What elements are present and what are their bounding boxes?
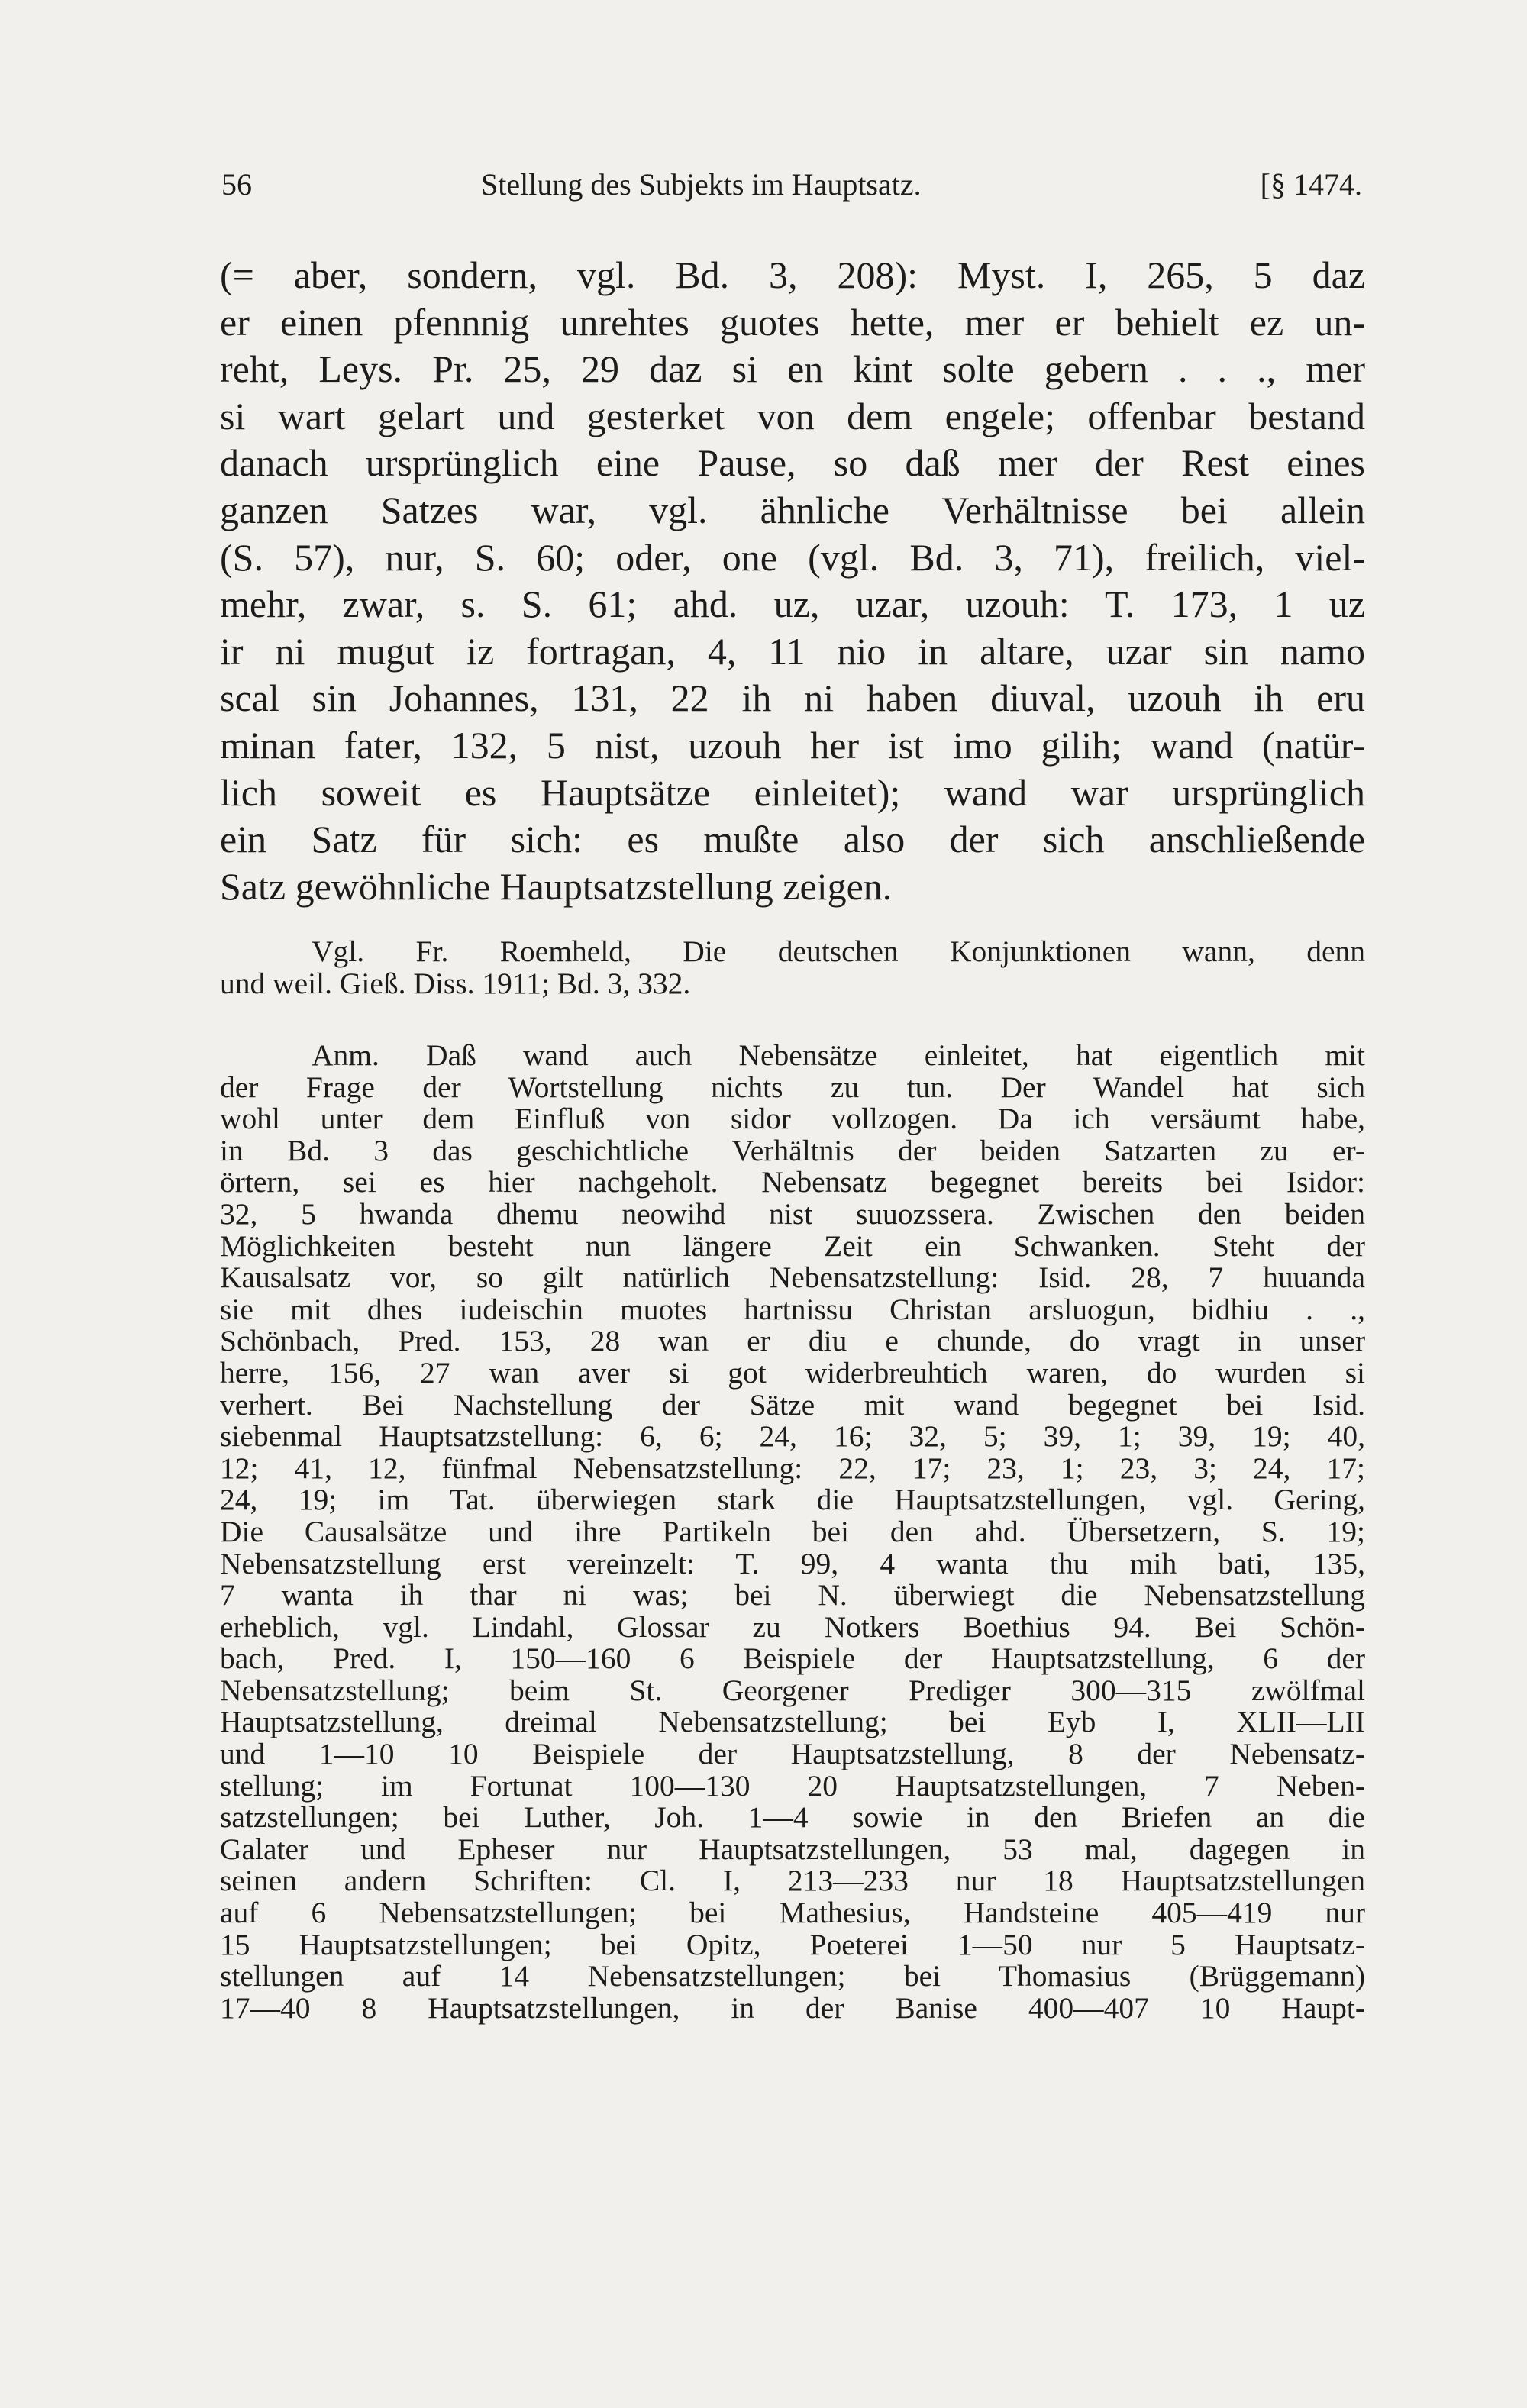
text-line: und 1—10 10 Beispiele der Hauptsatzstellung, 8 der Nebensatz- bbox=[220, 1737, 1365, 1771]
text-line: herre, 156, 27 wan aver si got widerbreuhtich waren, do wurden si bbox=[220, 1355, 1365, 1390]
text-line: mehr, zwar, s. S. 61; ahd. uz, uzar, uzouh: T. 173, 1 uz bbox=[220, 583, 1365, 626]
page-number: 56 bbox=[221, 167, 252, 202]
text-line: ir ni mugut iz fortragan, 4, 11 nio in altare, uzar sin namo bbox=[220, 629, 1365, 673]
text-line: in Bd. 3 das geschichtliche Verhältnis der beiden Satzarten zu er- bbox=[220, 1133, 1365, 1167]
text-line: seinen andern Schriften: Cl. I, 213—233 nur 18 Hauptsatzstellungen bbox=[220, 1864, 1365, 1898]
text-line: er einen pfennnig unrehtes guotes hette, mer er behielt ez un- bbox=[220, 300, 1365, 344]
text-line: Die Causalsätze und ihre Partikeln bei den ahd. Übersetzern, S. 19; bbox=[220, 1514, 1365, 1548]
text-line: 32, 5 hwanda dhemu neowihd nist suuozssera. Zwischen den beiden bbox=[220, 1196, 1365, 1231]
text-line: stellungen auf 14 Nebensatzstellungen; bei Thomasius (Brüggemann) bbox=[220, 1959, 1365, 1993]
text-line: Hauptsatzstellung, dreimal Nebensatzstellung; bei Eyb I, XLII—LII bbox=[220, 1705, 1365, 1739]
text-line: scal sin Johannes, 131, 22 ih ni haben diuval, uzouh ih eru bbox=[220, 676, 1365, 720]
text-line: 17—40 8 Hauptsatzstellungen, in der Banise 400—407 10 Haupt- bbox=[220, 1990, 1365, 2025]
text-line: 12; 41, 12, fünfmal Nebensatzstellung: 22, 17; 23, 1; 23, 3; 24, 17; bbox=[220, 1451, 1365, 1485]
text-line: auf 6 Nebensatzstellungen; bei Mathesius, Handsteine 405—419 nur bbox=[220, 1896, 1365, 1930]
text-line: 7 wanta ih thar ni was; bei N. überwiegt die Nebensatzstellung bbox=[220, 1578, 1365, 1612]
text-line: erheblich, vgl. Lindahl, Glossar zu Notkers Boethius 94. Bei Schön- bbox=[220, 1609, 1365, 1644]
text-line: (= aber, sondern, vgl. Bd. 3, 208): Myst. I, 265, 5 daz bbox=[220, 253, 1365, 296]
text-line: verhert. Bei Nachstellung der Sätze mit wand begegnet bei Isid. bbox=[220, 1387, 1365, 1422]
text-line: reht, Leys. Pr. 25, 29 daz si en kint solte gebern . . ., mer bbox=[220, 347, 1365, 391]
text-line: danach ursprünglich eine Pause, so daß mer der Rest eines bbox=[220, 441, 1365, 485]
running-header bbox=[221, 162, 1362, 208]
text-line: satzstellungen; bei Luther, Joh. 1—4 sowie in den Briefen an die bbox=[220, 1800, 1365, 1835]
text-line: ein Satz für sich: es mußte also der sich anschließende bbox=[220, 818, 1365, 861]
text-line: Nebensatzstellung erst vereinzelt: T. 99, 4 wanta thu mih bati, 135, bbox=[220, 1546, 1365, 1580]
text-line: siebenmal Hauptsatzstellung: 6, 6; 24, 16; 32, 5; 39, 1; 39, 19; 40, bbox=[220, 1419, 1365, 1454]
text-line: Vgl. Fr. Roemheld, Die deutschen Konjunktionen wann, denn bbox=[312, 934, 1365, 968]
text-line: wohl unter dem Einfluß von sidor vollzogen. Da ich versäumt habe, bbox=[220, 1102, 1365, 1136]
text-line: Anm. Daß wand auch Nebensätze einleitet, hat eigentlich mit bbox=[312, 1038, 1365, 1072]
section-number: [§ 1474. bbox=[1260, 167, 1362, 202]
text-line: und weil. Gieß. Diss. 1911; Bd. 3, 332. bbox=[220, 966, 691, 1000]
text-line: Möglichkeiten besteht nun längere Zeit ein Schwanken. Steht der bbox=[220, 1228, 1365, 1263]
text-line: sie mit dhes iudeischin muotes hartnissu Christan arsluogun, bidhiu . ., bbox=[220, 1292, 1365, 1326]
text-line: stellung; im Fortunat 100—130 20 Hauptsatzstellungen, 7 Neben- bbox=[220, 1768, 1365, 1803]
text-line: lich soweit es Hauptsätze einleitet); wand war ursprünglich bbox=[220, 770, 1365, 814]
text-line: der Frage der Wortstellung nichts zu tun. Der Wandel hat sich bbox=[220, 1070, 1365, 1104]
text-line: Galater und Epheser nur Hauptsatzstellungen, 53 mal, dagegen in bbox=[220, 1832, 1365, 1866]
text-line: 15 Hauptsatzstellungen; bei Opitz, Poeterei 1—50 nur 5 Hauptsatz- bbox=[220, 1927, 1365, 1961]
annotation-paragraph bbox=[220, 1040, 1365, 2024]
text-line: Kausalsatz vor, so gilt natürlich Nebensatzstellung: Isid. 28, 7 huuanda bbox=[220, 1260, 1365, 1295]
text-line: 24, 19; im Tat. überwiegen stark die Hauptsatzstellungen, vgl. Gering, bbox=[220, 1483, 1365, 1517]
text-line: örtern, sei es hier nachgeholt. Nebensatz begegnet bereits bei Isidor: bbox=[220, 1165, 1365, 1199]
text-line: Satz gewöhnliche Hauptsatzstellung zeigen. bbox=[220, 864, 893, 908]
main-paragraph bbox=[220, 252, 1365, 910]
text-line: ganzen Satzes war, vgl. ähnliche Verhältnisse bei allein bbox=[220, 488, 1365, 531]
text-line: bach, Pred. I, 150—160 6 Beispiele der Hauptsatzstellung, 6 der bbox=[220, 1641, 1365, 1676]
text-line: (S. 57), nur, S. 60; oder, one (vgl. Bd. 3, 71), freilich, viel- bbox=[220, 535, 1365, 579]
text-line: minan fater, 132, 5 nist, uzouh her ist imo gilih; wand (natür- bbox=[220, 723, 1365, 767]
text-line: Nebensatzstellung; beim St. Georgener Prediger 300—315 zwölfmal bbox=[220, 1673, 1365, 1707]
text-line: Schönbach, Pred. 153, 28 wan er diu e chunde, do vragt in unser bbox=[220, 1324, 1365, 1358]
running-title: Stellung des Subjekts im Hauptsatz. bbox=[481, 167, 922, 202]
text-line: si wart gelart und gesterket von dem engele; offenbar bestand bbox=[220, 394, 1365, 437]
literature-note bbox=[220, 936, 1365, 999]
